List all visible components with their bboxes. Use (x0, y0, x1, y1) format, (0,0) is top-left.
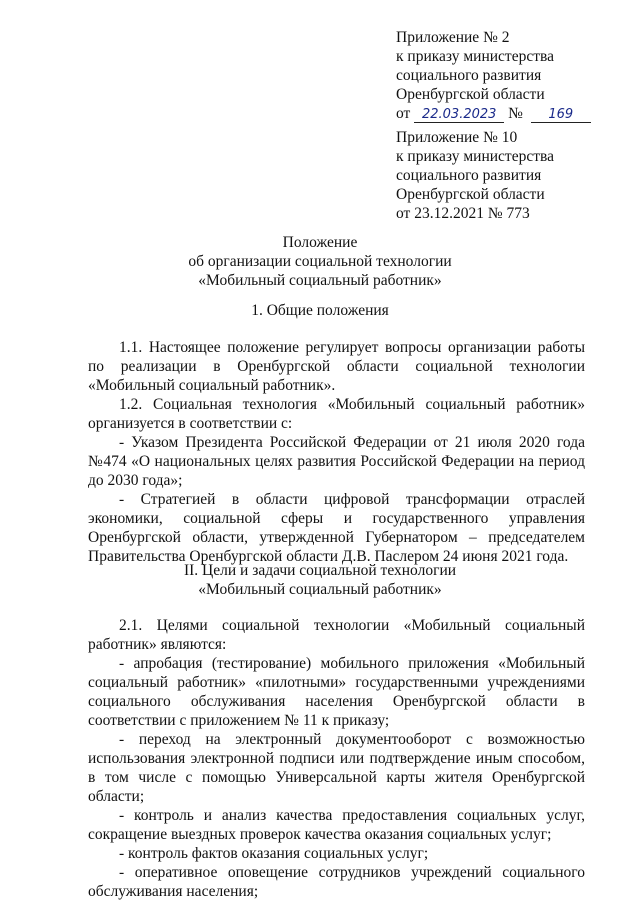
section-2-body (88, 616, 585, 901)
appendix-10-line-1: Приложение № 10 (396, 129, 518, 146)
appendix-2-header (396, 28, 591, 123)
goal-item-5: - оперативное оповещение сотрудников учреждений социального обслуживания населения; (88, 864, 585, 900)
title-line-2: об организации социальной технологии (188, 253, 452, 270)
paragraph-1-1: 1.1. Настоящее положение регулирует вопросы организации работы по реализации в Оренбургской области социальной технологии «Мобильный социальный работник». (88, 339, 585, 394)
appendix-2-line-2: к приказу министерства (396, 48, 554, 65)
appendix-2-line-1: Приложение № 2 (396, 29, 510, 46)
handwritten-date: 22.03.2023 (414, 107, 504, 123)
section-1-body (88, 338, 585, 566)
goal-item-3: - контроль и анализ качества предоставления социальных услуг, сокращение выездных проверок качества оказания социальных услуг; (88, 807, 585, 843)
section-1-heading: 1. Общие положения (251, 302, 389, 319)
goal-item-2: - переход на электронный документооборот с возможностью использования электронной подписи или подтверждение иным способом, в том числе с помощью Универсальной карты жителя Оренбургской области; (88, 731, 585, 805)
section-2-heading-line-2: «Мобильный социальный работник» (198, 581, 442, 598)
from-prefix: от (396, 105, 411, 122)
section-2-heading-line-1: II. Цели и задачи социальной технологии (183, 562, 457, 579)
title-line-3: «Мобильный социальный работник» (198, 272, 442, 289)
goal-item-4: - контроль фактов оказания социальных услуг; (119, 845, 429, 862)
appendix-10-line-2: к приказу министерства (396, 148, 554, 165)
appendix-10-line-3: социального развития (396, 167, 542, 184)
paragraph-decree: - Указом Президента Российской Федерации от 21 июля 2020 года №474 «О национальных целях развития Российской Федерации на период до 2030 года»; (88, 434, 585, 489)
section-2-heading (0, 561, 640, 599)
appendix-10-header (396, 128, 554, 223)
appendix-10-line-4: Оренбургской области (396, 186, 545, 203)
document-title (0, 233, 640, 290)
number-prefix: № (508, 105, 523, 122)
paragraph-strategy: - Стратегией в области цифровой трансформации отраслей экономики, социальной сферы и государственного управления Оренбургской области, утвержденной Губернатором – председателем Правительства Оренбургской области Д.В. Паслером 24 июня 2021 года. (88, 491, 585, 565)
handwritten-number: 169 (531, 107, 591, 123)
appendix-2-line-4: Оренбургской области (396, 86, 545, 103)
appendix-10-line-5: от 23.12.2021 № 773 (396, 205, 530, 222)
paragraph-1-2: 1.2. Социальная технология «Мобильный социальный работник» организуется в соответствии с: (88, 396, 585, 432)
appendix-2-order-line (396, 104, 591, 123)
appendix-2-line-3: социального развития (396, 67, 542, 84)
goal-item-1: - апробация (тестирование) мобильного приложения «Мобильный социальный работник» «пилотными» государственными учреждениями социального обслуживания населения Оренбургской области в соответствии с приложением № 11 к приказу; (88, 655, 585, 729)
paragraph-2-1: 2.1. Целями социальной технологии «Мобильный социальный работник» являются: (88, 617, 585, 653)
title-line-1: Положение (282, 234, 358, 251)
